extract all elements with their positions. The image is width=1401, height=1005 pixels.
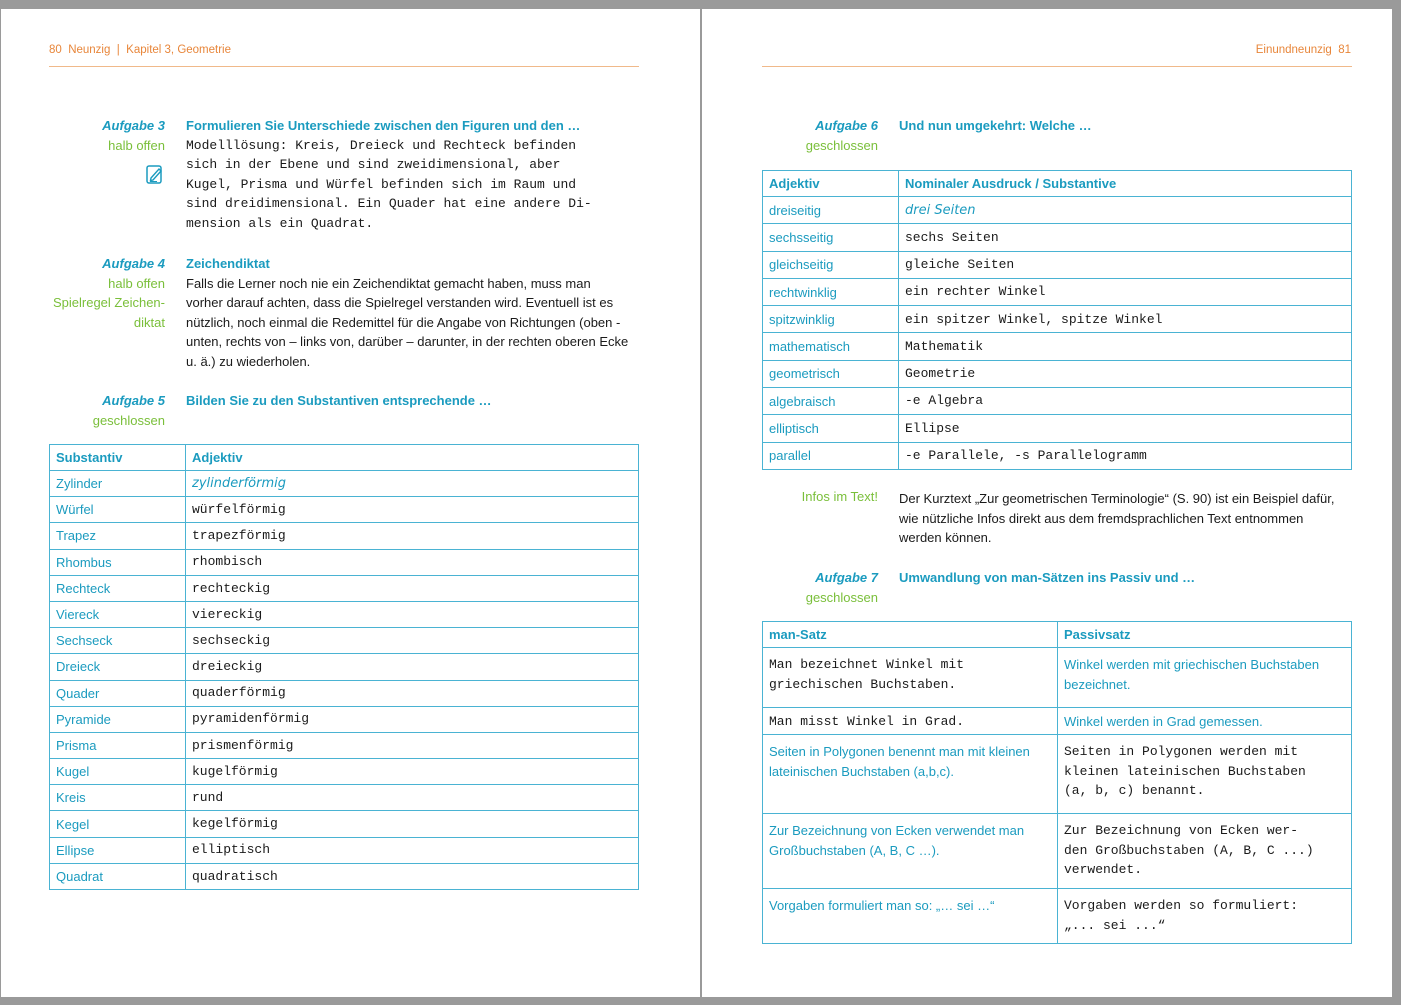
adjektiv-cell: trapezförmig bbox=[186, 523, 639, 549]
cell-line: kleinen lateinischen Buchstaben bbox=[1064, 763, 1306, 779]
substantiv-cell: Kegel bbox=[50, 811, 186, 837]
table-row bbox=[50, 497, 639, 523]
infos-label: Infos im Text! bbox=[801, 489, 878, 504]
table-row bbox=[763, 708, 1352, 735]
infos-text bbox=[899, 489, 1359, 548]
table-row bbox=[50, 759, 639, 785]
passivsatz-cell bbox=[1058, 814, 1352, 889]
table-row bbox=[763, 388, 1352, 415]
task3-label: Aufgabe 3 bbox=[102, 118, 165, 133]
substantiv-cell: Rhombus bbox=[50, 549, 186, 575]
cell-line: (a, b, c) benannt. bbox=[1064, 783, 1205, 799]
task4-side bbox=[35, 254, 165, 332]
right-page bbox=[702, 9, 1392, 997]
substantiv-cell: Ellipse bbox=[899, 415, 1352, 442]
solution-line: sich in der Ebene und sind zweidimensional, aber bbox=[186, 157, 561, 173]
adjektiv-cell: sechseckig bbox=[186, 628, 639, 654]
table-row bbox=[50, 863, 639, 889]
task6-type: geschlossen bbox=[805, 137, 878, 153]
substantiv-adjektiv-table bbox=[49, 444, 639, 890]
table-header-row bbox=[763, 171, 1352, 197]
column-header: Adjektiv bbox=[763, 171, 899, 197]
solution-line: mension als ein Quadrat. bbox=[186, 215, 374, 231]
table-header-row bbox=[763, 622, 1352, 648]
running-head-right bbox=[1256, 44, 1351, 56]
table-row bbox=[50, 575, 639, 601]
adjektiv-cell: dreiseitig bbox=[763, 197, 899, 224]
table-row bbox=[50, 732, 639, 758]
task6-label: Aufgabe 6 bbox=[815, 118, 878, 133]
pencil-edit-icon bbox=[145, 163, 165, 185]
substantiv-cell: Würfel bbox=[50, 497, 186, 523]
page-number: 80 bbox=[49, 44, 62, 56]
cell-line: bezeichnet. bbox=[1064, 676, 1131, 692]
adjektiv-cell: gleichseitig bbox=[763, 251, 899, 278]
adjektiv-cell: geometrisch bbox=[763, 360, 899, 387]
task3-side bbox=[35, 116, 165, 155]
text-line: wie nützliche Infos direkt aus dem fremdsprachlichen Text entnommen bbox=[899, 510, 1304, 526]
passivsatz-cell bbox=[1058, 708, 1352, 735]
man-satz-cell bbox=[763, 708, 1058, 735]
left-page bbox=[1, 9, 700, 997]
substantiv-cell: sechs Seiten bbox=[899, 224, 1352, 251]
running-head-left: 80 Neunzig | Kapitel 3, Geometrie bbox=[49, 44, 232, 56]
table-row bbox=[763, 333, 1352, 360]
adjektiv-cell: spitzwinklig bbox=[763, 306, 899, 333]
table-row bbox=[50, 549, 639, 575]
substantiv-cell: Pyramide bbox=[50, 706, 186, 732]
table-row bbox=[763, 224, 1352, 251]
cell-line: Seiten in Polygonen werden mit bbox=[1064, 744, 1299, 759]
man-satz-passiv-table bbox=[762, 621, 1352, 944]
adjektiv-cell: elliptisch bbox=[186, 837, 639, 863]
adjektiv-cell: quadratisch bbox=[186, 863, 639, 889]
cell-line: Winkel werden mit griechischen Buchstaben bbox=[1064, 657, 1320, 672]
adjektiv-cell: rechtwinklig bbox=[763, 278, 899, 305]
substantiv-cell: -e Algebra bbox=[899, 388, 1352, 415]
task4-type-extra: Spielregel Zeichen- bbox=[52, 295, 165, 310]
table-row bbox=[50, 785, 639, 811]
adjektiv-cell: sechsseitig bbox=[763, 224, 899, 251]
header-rule bbox=[762, 66, 1352, 67]
task7-label: Aufgabe 7 bbox=[815, 570, 878, 585]
adjektiv-cell: elliptisch bbox=[763, 415, 899, 442]
table-row bbox=[50, 680, 639, 706]
cell-line: griechischen Buchstaben. bbox=[769, 676, 957, 692]
substantiv-cell: Sechseck bbox=[50, 628, 186, 654]
task3-solution bbox=[186, 136, 646, 234]
cell-line: Winkel werden in Grad gemessen. bbox=[1064, 714, 1263, 729]
table-row bbox=[50, 811, 639, 837]
substantiv-cell: ein rechter Winkel bbox=[899, 278, 1352, 305]
task6-body bbox=[899, 116, 1349, 136]
table-row bbox=[763, 360, 1352, 387]
adjektiv-cell: zylinderförmig bbox=[186, 471, 639, 497]
task5-type: geschlossen bbox=[92, 412, 165, 428]
table-row bbox=[50, 471, 639, 497]
task5-body bbox=[186, 391, 646, 411]
table-row bbox=[763, 415, 1352, 442]
substantiv-cell: Kugel bbox=[50, 759, 186, 785]
column-header: Adjektiv bbox=[186, 445, 639, 471]
cell-line: den Großbuchstaben (A, B, C ...) bbox=[1064, 842, 1314, 858]
substantiv-cell: Ellipse bbox=[50, 837, 186, 863]
column-header: man-Satz bbox=[763, 622, 1058, 648]
table-row bbox=[50, 837, 639, 863]
task6-title: Und nun umgekehrt: Welche … bbox=[899, 118, 1092, 133]
task4-body bbox=[186, 254, 646, 371]
task5-label: Aufgabe 5 bbox=[102, 393, 165, 408]
man-satz-cell bbox=[763, 648, 1058, 708]
adjektiv-cell: rund bbox=[186, 785, 639, 811]
cell-line: Man bezeichnet Winkel mit bbox=[769, 657, 965, 672]
task7-body bbox=[899, 568, 1349, 588]
task3-title: Formulieren Sie Unterschiede zwischen den Figuren und den … bbox=[186, 118, 581, 133]
cell-line: Vorgaben formuliert man so: „… sei …“ bbox=[769, 898, 995, 913]
passivsatz-cell bbox=[1058, 735, 1352, 814]
table-row bbox=[763, 814, 1352, 889]
cell-line: Man misst Winkel in Grad. bbox=[769, 714, 965, 729]
cell-line: „... sei ...“ bbox=[1064, 917, 1166, 933]
substantiv-cell: gleiche Seiten bbox=[899, 251, 1352, 278]
adjektiv-cell: kugelförmig bbox=[186, 759, 639, 785]
task4-title: Zeichendiktat bbox=[186, 256, 270, 271]
cell-line: Vorgaben werden so formuliert: bbox=[1064, 898, 1299, 913]
task6-side bbox=[748, 116, 878, 155]
solution-line: Kugel, Prisma und Würfel befinden sich im Raum und bbox=[186, 176, 577, 192]
cell-line: Zur Bezeichnung von Ecken wer- bbox=[1064, 823, 1299, 838]
passivsatz-cell bbox=[1058, 889, 1352, 944]
table-row bbox=[763, 197, 1352, 224]
solution-line: Modelllösung: Kreis, Dreieck und Rechteck befinden bbox=[186, 137, 577, 153]
table-row bbox=[763, 648, 1352, 708]
table-row bbox=[50, 601, 639, 627]
table-header-row bbox=[50, 445, 639, 471]
man-satz-cell bbox=[763, 814, 1058, 889]
task5-title: Bilden Sie zu den Substantiven entsprechende … bbox=[186, 393, 492, 408]
passivsatz-cell bbox=[1058, 648, 1352, 708]
column-header: Passivsatz bbox=[1058, 622, 1352, 648]
text-line: nützlich, noch einmal die Redemittel für die Angabe von Richtungen (oben - bbox=[186, 314, 621, 330]
table-row bbox=[50, 628, 639, 654]
adjektiv-cell: pyramidenförmig bbox=[186, 706, 639, 732]
substantiv-cell: Quadrat bbox=[50, 863, 186, 889]
substantiv-cell: Quader bbox=[50, 680, 186, 706]
task4-type-extra: diktat bbox=[133, 314, 165, 330]
task3-type: halb offen bbox=[108, 137, 165, 153]
task7-title: Umwandlung von man-Sätzen ins Passiv und … bbox=[899, 570, 1196, 585]
task3-body bbox=[186, 116, 646, 233]
table-row bbox=[763, 306, 1352, 333]
adjektiv-cell: parallel bbox=[763, 442, 899, 469]
adjektiv-cell: prismenförmig bbox=[186, 732, 639, 758]
text-line: vorher darauf achten, dass die Spielregel verstanden wird. Eventuell ist es bbox=[186, 295, 614, 310]
column-header: Substantiv bbox=[50, 445, 186, 471]
task4-type: halb offen bbox=[108, 275, 165, 291]
text-line: Falls die Lerner noch nie ein Zeichendiktat gemacht haben, muss man bbox=[186, 275, 591, 291]
cell-line: Zur Bezeichnung von Ecken verwendet man bbox=[769, 823, 1025, 838]
cell-line: Großbuchstaben (A, B, C …). bbox=[769, 842, 940, 858]
cell-line: Seiten in Polygonen benennt man mit kleinen bbox=[769, 744, 1030, 759]
table-row bbox=[763, 251, 1352, 278]
table-row bbox=[763, 278, 1352, 305]
adjektiv-cell: dreieckig bbox=[186, 654, 639, 680]
substantiv-cell: Mathematik bbox=[899, 333, 1352, 360]
task5-side bbox=[35, 391, 165, 430]
substantiv-cell: -e Parallele, -s Parallelogramm bbox=[899, 442, 1352, 469]
substantiv-cell: Dreieck bbox=[50, 654, 186, 680]
substantiv-cell: Rechteck bbox=[50, 575, 186, 601]
table-row bbox=[50, 523, 639, 549]
text-line: werden können. bbox=[899, 530, 992, 545]
substantiv-cell: Prisma bbox=[50, 732, 186, 758]
adjektiv-cell: mathematisch bbox=[763, 333, 899, 360]
column-header: Nominaler Ausdruck / Substantive bbox=[899, 171, 1352, 197]
table-row bbox=[50, 706, 639, 732]
text-line: u. ä.) zu wiederholen. bbox=[186, 353, 311, 369]
header-rule bbox=[49, 66, 639, 67]
cell-line: lateinischen Buchstaben (a,b,c). bbox=[769, 763, 954, 779]
running-head-title: Neunzig bbox=[68, 44, 111, 56]
man-satz-cell bbox=[763, 889, 1058, 944]
table-row bbox=[763, 735, 1352, 814]
page-number: 81 bbox=[1338, 44, 1351, 56]
substantiv-cell: Trapez bbox=[50, 523, 186, 549]
adjektiv-cell: rhombisch bbox=[186, 549, 639, 575]
table-row bbox=[763, 889, 1352, 944]
table-row bbox=[763, 442, 1352, 469]
table-row bbox=[50, 654, 639, 680]
cell-line: verwendet. bbox=[1064, 862, 1143, 878]
task4-text bbox=[186, 274, 646, 372]
substantiv-cell: Zylinder bbox=[50, 471, 186, 497]
adjektiv-substantiv-table bbox=[762, 170, 1352, 470]
solution-line: sind dreidimensional. Ein Quader hat eine andere Di- bbox=[186, 196, 592, 212]
adjektiv-cell: algebraisch bbox=[763, 388, 899, 415]
task7-side bbox=[748, 568, 878, 607]
adjektiv-cell: viereckig bbox=[186, 601, 639, 627]
adjektiv-cell: quaderförmig bbox=[186, 680, 639, 706]
man-satz-cell bbox=[763, 735, 1058, 814]
running-head-title: Einundneunzig bbox=[1255, 44, 1332, 56]
substantiv-cell: Kreis bbox=[50, 785, 186, 811]
text-line: unten, rechts von – links von, darüber – darunter, in der rechten oberen Ecke bbox=[186, 334, 629, 349]
substantiv-cell: drei Seiten bbox=[899, 197, 1352, 224]
text-line: Der Kurztext „Zur geometrischen Terminologie“ (S. 90) ist ein Beispiel dafür, bbox=[899, 491, 1335, 506]
adjektiv-cell: kegelförmig bbox=[186, 811, 639, 837]
adjektiv-cell: würfelförmig bbox=[186, 497, 639, 523]
substantiv-cell: Viereck bbox=[50, 601, 186, 627]
adjektiv-cell: rechteckig bbox=[186, 575, 639, 601]
substantiv-cell: Geometrie bbox=[899, 360, 1352, 387]
chapter-title: Kapitel 3, Geometrie bbox=[126, 44, 232, 56]
task7-type: geschlossen bbox=[805, 589, 878, 605]
task4-label: Aufgabe 4 bbox=[102, 256, 165, 271]
substantiv-cell: ein spitzer Winkel, spitze Winkel bbox=[899, 306, 1352, 333]
